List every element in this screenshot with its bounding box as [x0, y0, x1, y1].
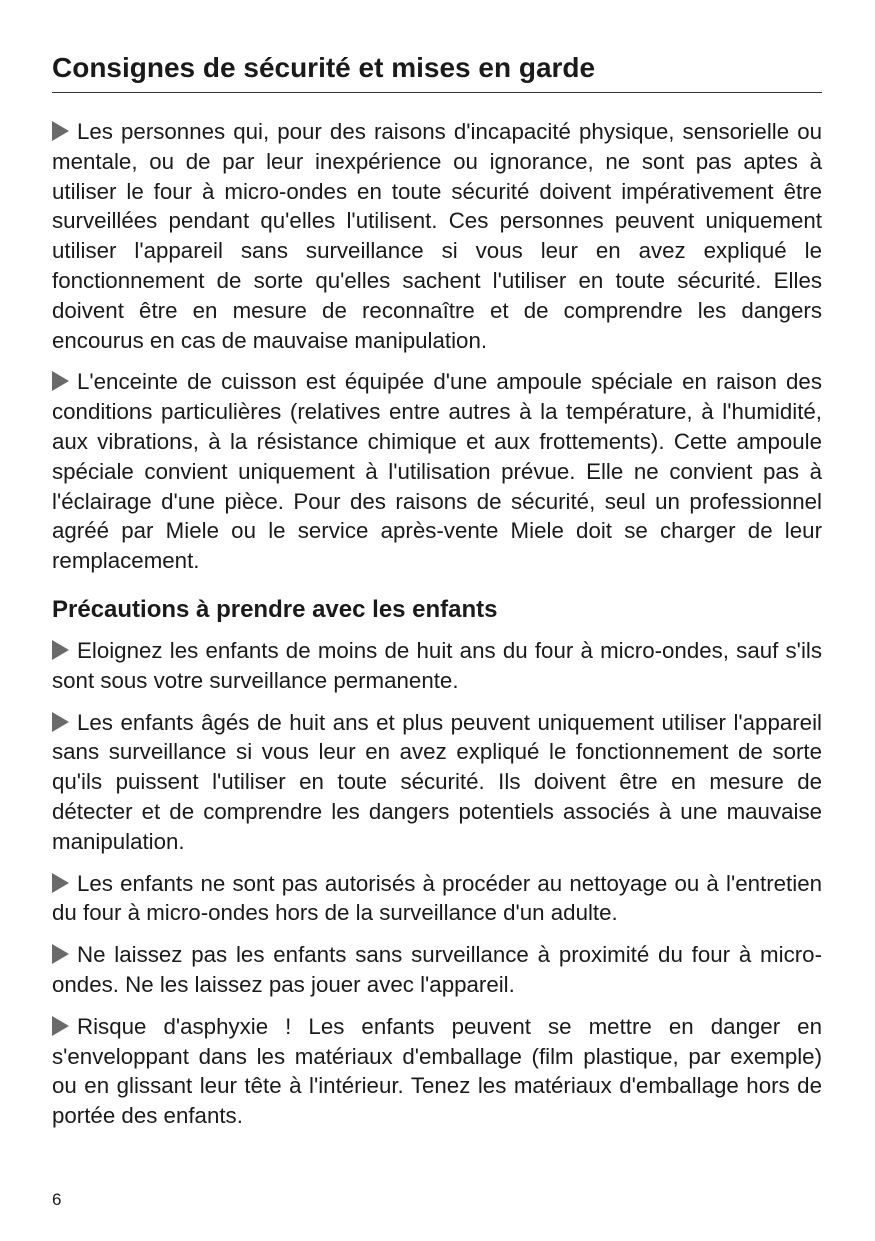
paragraph-text: Ne laissez pas les enfants sans surveillance à proximité du four à micro-ondes. Ne les laissez pas jouer avec l'appareil. [52, 942, 822, 997]
triangle-bullet-icon [52, 121, 69, 141]
page-number: 6 [52, 1190, 62, 1209]
paragraph-text: Les enfants ne sont pas autorisés à procéder au nettoyage ou à l'entretien du four à micro-ondes hors de la surveillance d'un adulte. [52, 870, 822, 926]
children-section-heading: Précautions à prendre avec les enfants [52, 595, 498, 623]
warning-paragraph [52, 636, 822, 696]
children-section [52, 636, 822, 1131]
warning-paragraph [52, 869, 822, 929]
warning-paragraph [52, 708, 822, 857]
paragraph-text: Les enfants âgés de huit ans et plus peuvent uniquement utiliser l'appareil sans surveillance si vous leur en avez expliqué le fonctionnement de sorte qu'ils puissent l'utiliser en toute sécurité. Ils doivent être en mesure de détecter et de comprendre les dangers potentiels associés à une mauvaise manipulation. [52, 709, 822, 854]
warning-paragraph [52, 940, 822, 1000]
warning-paragraph [52, 1012, 822, 1131]
triangle-bullet-icon [52, 640, 69, 660]
warning-paragraph [52, 117, 822, 355]
triangle-bullet-icon [52, 873, 69, 893]
paragraph-text: Eloignez les enfants de moins de huit ans du four à micro-ondes, sauf s'ils sont sous votre surveillance permanente. [52, 637, 822, 693]
paragraph-text: L'enceinte de cuisson est équipée d'une ampoule spéciale en raison des conditions particulières (relatives entre autres à la température, à l'humidité, aux vibrations, à la résistance chimique et aux frottements). Cette ampoule spéciale convient uniquement à l'utilisation prévue. Elle ne convient pas à l'éclairage d'une pièce. Pour des raisons de sécurité, seul un professionnel agréé par Miele ou le service après-vente Miele doit se charger de leur remplacement. [52, 369, 822, 574]
page-title: Consignes de sécurité et mises en garde [52, 50, 822, 93]
document-page [52, 50, 822, 1143]
triangle-bullet-icon [52, 944, 69, 964]
intro-section [52, 117, 822, 576]
triangle-bullet-icon [52, 712, 69, 732]
paragraph-text: Risque d'asphyxie ! Les enfants peuvent se mettre en danger en s'enveloppant dans les matériaux d'emballage (film plastique, par exemple) ou en glissant leur tête à l'intérieur. Tenez les matériaux d'emballage hors de portée des enfants. [52, 1013, 822, 1129]
warning-paragraph [52, 367, 822, 576]
triangle-bullet-icon [52, 371, 69, 391]
paragraph-text: Les personnes qui, pour des raisons d'incapacité physique, sensorielle ou mentale, ou de par leur inexpérience ou ignorance, ne sont pas aptes à utiliser le four à micro-ondes en toute sécurité doivent impérativement être surveillées pendant qu'elles l'utilisent. Ces personnes peuvent uniquement utiliser l'appareil sans surveillance si vous leur en avez expliqué le fonctionnement de sorte qu'elles sachent l'utiliser en toute sécurité. Elles doivent être en mesure de reconnaître et de comprendre les dangers encourus en cas de mauvaise manipulation. [52, 119, 822, 353]
triangle-bullet-icon [52, 1016, 69, 1036]
